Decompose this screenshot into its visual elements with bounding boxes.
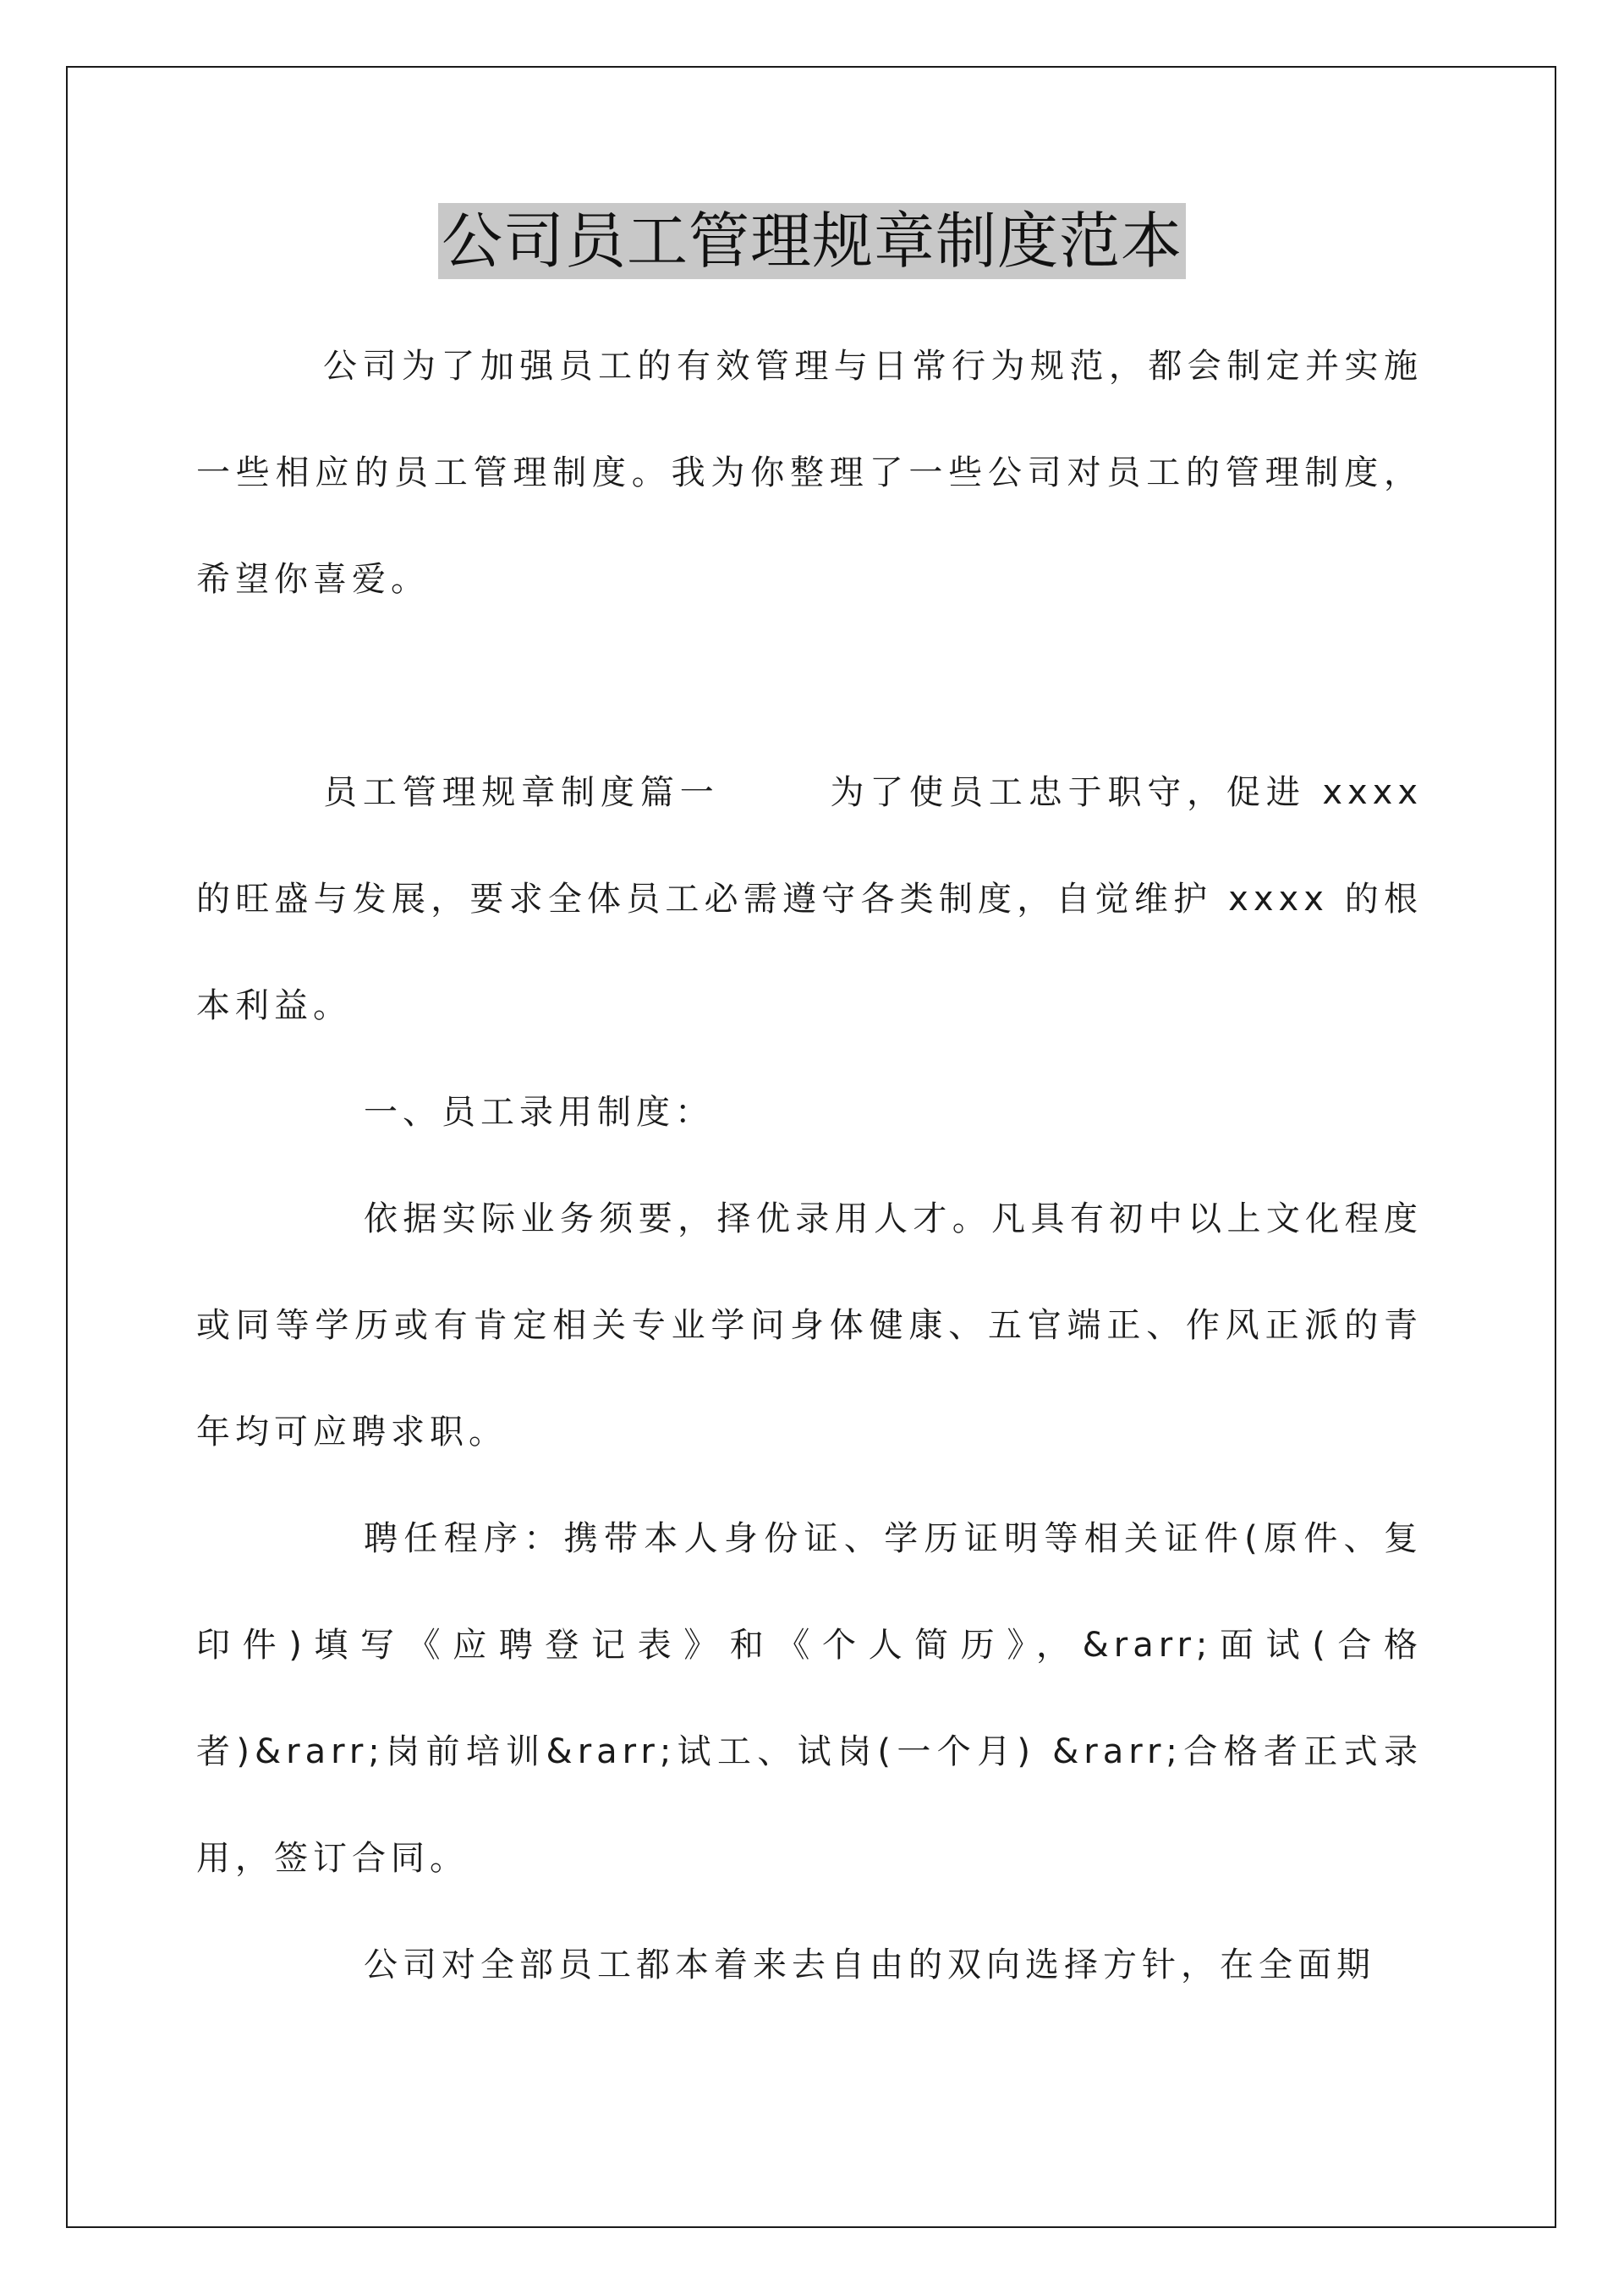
- document-title: 公司员工管理规章制度范本: [438, 203, 1186, 279]
- intro-paragraph: 公司为了加强员工的有效管理与日常行为规范，都会制定并实施一些相应的员工管理制度。我为你整理了一些公司对员工的管理制度，希望你喜爱。: [196, 347, 1423, 599]
- body-paragraph-1: 依据实际业务须要，择优录用人才。凡具有初中以上文化程度或同等学历或有肯定相关专业学问身体健康、五官端正、作风正派的青年均可应聘求职。: [196, 1199, 1423, 1452]
- document-body: [196, 313, 1423, 2018]
- paragraph-spacer: [196, 633, 1423, 739]
- section-paragraph: [196, 739, 1423, 1059]
- item-heading: 一、员工录用制度：: [364, 1093, 714, 1132]
- body-paragraph-2: 聘任程序：携带本人身份证、学历证明等相关证件(原件、复印件)填写《应聘登记表》和《个人简历》，&rarr;面试(合格者)&rarr;岗前培训&rarr;试工、试岗(一个月) &rarr;合格者正式录用，签订合同。: [196, 1519, 1423, 1878]
- section-heading: 员工管理规章制度篇一: [323, 773, 720, 812]
- body-paragraph-3: 公司对全部员工都本着来去自由的双向选择方针，在全面期: [364, 1946, 1375, 1984]
- title-container: [0, 203, 1624, 279]
- section-lead: 为了使员工忠于职守，促进 xxxx 的旺盛与发展，要求全体员工必需遵守各类制度，自觉维护 xxxx 的根本利益。: [196, 773, 1424, 1025]
